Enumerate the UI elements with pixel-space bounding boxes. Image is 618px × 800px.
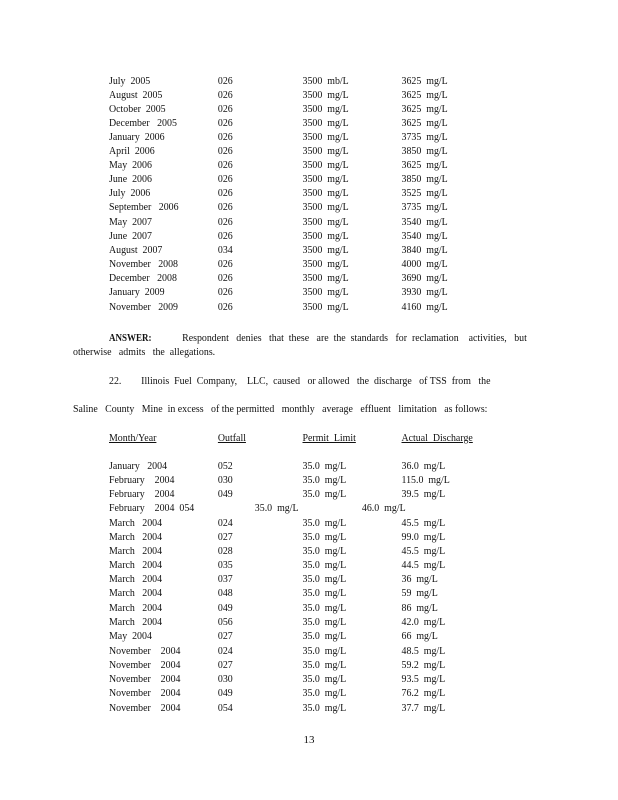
outfall-cell: 049 <box>217 602 233 614</box>
month-cell: November 2004 <box>109 673 181 685</box>
month-cell: April 2006 <box>109 145 155 157</box>
permit-limit-cell: 35.0 mg/L <box>302 673 347 685</box>
month-cell: August 2007 <box>109 244 163 256</box>
outfall-cell: 024 <box>217 517 233 529</box>
permit-limit-cell: 35.0 mg/L <box>302 517 347 529</box>
actual-discharge-cell: 3930 mg/L <box>401 286 448 298</box>
permit-limit-cell: 35.0 mg/L <box>302 460 347 472</box>
month-cell: November 2004 <box>109 687 181 699</box>
table-row <box>109 459 446 473</box>
table-row <box>109 572 438 586</box>
table-row <box>109 285 448 299</box>
permit-limit-cell: 35.0 mg/L <box>302 687 347 699</box>
permit-limit-cell: 35.0 mg/L <box>302 587 347 599</box>
actual-discharge-cell: 3840 mg/L <box>401 244 448 256</box>
outfall-cell: 026 <box>217 301 233 313</box>
month-cell: March 2004 <box>109 616 163 628</box>
permit-limit-cell: 3500 mg/L <box>302 216 349 228</box>
table-row <box>109 74 448 88</box>
header-month-year: Month/Year <box>109 432 157 444</box>
table-row <box>109 130 448 144</box>
month-cell: February 2004 <box>109 488 175 500</box>
actual-discharge-cell: 4160 mg/L <box>401 301 448 313</box>
month-cell: December 2005 <box>109 117 177 129</box>
actual-discharge-cell: 36.0 mg/L <box>401 460 446 472</box>
month-cell: January 2009 <box>109 286 165 298</box>
outfall-cell: 026 <box>217 131 233 143</box>
permit-limit-cell: 3500 mg/L <box>302 258 349 270</box>
actual-discharge-cell: 3625 mg/L <box>401 103 448 115</box>
table-row <box>109 144 448 158</box>
outfall-cell: 056 <box>217 616 233 628</box>
month-cell: May 2004 <box>109 630 152 642</box>
table-header-row <box>109 431 473 445</box>
permit-limit-cell: 3500 mg/L <box>302 187 349 199</box>
permit-limit-cell: 3500 mb/L <box>302 75 349 87</box>
permit-limit-cell: 35.0 mg/L <box>302 630 347 642</box>
header-permit-limit: Permit Limit <box>302 432 356 444</box>
permit-limit-cell: 35.0 mg/L <box>302 531 347 543</box>
month-cell: August 2005 <box>109 89 163 101</box>
table-row <box>109 558 446 572</box>
permit-limit-cell: 35.0 mg/L <box>302 645 347 657</box>
actual-discharge-cell: 3850 mg/L <box>401 145 448 157</box>
actual-discharge-cell: 37.7 mg/L <box>401 702 446 714</box>
answer-line-1 <box>109 331 527 346</box>
outfall-cell: 048 <box>217 587 233 599</box>
outfall-cell: 024 <box>217 645 233 657</box>
month-cell: December 2008 <box>109 272 177 284</box>
month-cell: May 2006 <box>109 159 152 171</box>
actual-discharge-cell: 3735 mg/L <box>401 201 448 213</box>
outfall-cell: 049 <box>217 687 233 699</box>
actual-discharge-cell: 59.2 mg/L <box>401 659 446 671</box>
month-cell: January 2004 <box>109 460 168 472</box>
table-row <box>109 686 446 700</box>
table-row <box>109 473 450 487</box>
page-number: 13 <box>303 734 315 746</box>
outfall-cell: 026 <box>217 145 233 157</box>
table-row <box>109 257 448 271</box>
table-row <box>109 300 448 314</box>
actual-discharge-cell: 3625 mg/L <box>401 89 448 101</box>
outfall-cell: 026 <box>217 159 233 171</box>
actual-discharge-cell: 3540 mg/L <box>401 230 448 242</box>
month-cell: November 2004 <box>109 645 181 657</box>
actual-discharge-cell: 45.5 mg/L <box>401 545 446 557</box>
table-row <box>109 172 448 186</box>
permit-limit-cell: 3500 mg/L <box>302 103 349 115</box>
permit-limit-cell: 3500 mg/L <box>302 117 349 129</box>
outfall-cell: 026 <box>217 201 233 213</box>
outfall-cell: 026 <box>217 258 233 270</box>
table-row <box>109 215 448 229</box>
actual-discharge-cell: 59 mg/L <box>401 587 438 599</box>
outfall-cell: 026 <box>217 272 233 284</box>
permit-limit-cell: 35.0 mg/L <box>302 545 347 557</box>
table-row <box>109 516 446 530</box>
table-row <box>109 88 448 102</box>
table-row <box>109 229 448 243</box>
actual-discharge-cell: 46.0 mg/L <box>361 502 406 514</box>
month-cell: May 2007 <box>109 216 152 228</box>
month-cell: January 2006 <box>109 131 165 143</box>
table-row-misaligned <box>109 501 406 515</box>
actual-discharge-cell: 3625 mg/L <box>401 117 448 129</box>
outfall-cell: 034 <box>217 244 233 256</box>
month-cell: July 2006 <box>109 187 151 199</box>
answer-text-1: Respondent denies that these are the standards for reclamation activities, but <box>182 332 527 344</box>
permit-limit-cell: 3500 mg/L <box>302 301 349 313</box>
outfall-cell: 026 <box>217 75 233 87</box>
table-row <box>109 530 446 544</box>
actual-discharge-cell: 48.5 mg/L <box>401 645 446 657</box>
actual-discharge-cell: 3625 mg/L <box>401 159 448 171</box>
outfall-cell: 026 <box>217 117 233 129</box>
permit-limit-cell: 35.0 mg/L <box>302 702 347 714</box>
outfall-cell: 026 <box>217 286 233 298</box>
outfall-cell: 026 <box>217 103 233 115</box>
actual-discharge-cell: 3690 mg/L <box>401 272 448 284</box>
outfall-cell: 054 <box>217 702 233 714</box>
month-cell: November 2008 <box>109 258 179 270</box>
permit-limit-cell: 3500 mg/L <box>302 89 349 101</box>
permit-limit-cell: 35.0 mg/L <box>302 602 347 614</box>
actual-discharge-cell: 44.5 mg/L <box>401 559 446 571</box>
outfall-cell: 049 <box>217 488 233 500</box>
month-cell: February 2004 <box>109 474 175 486</box>
actual-discharge-cell: 36 mg/L <box>401 573 438 585</box>
actual-discharge-cell: 99.0 mg/L <box>401 531 446 543</box>
permit-limit-cell: 3500 mg/L <box>302 244 349 256</box>
permit-limit-cell: 3500 mg/L <box>302 131 349 143</box>
actual-discharge-cell: 66 mg/L <box>401 630 438 642</box>
outfall-cell: 026 <box>217 230 233 242</box>
permit-limit-cell: 3500 mg/L <box>302 159 349 171</box>
actual-discharge-cell: 3525 mg/L <box>401 187 448 199</box>
paragraph-22-line-2: Saline County Mine in excess of the permitted monthly average effluent limitation as follows: <box>73 403 488 415</box>
outfall-cell: 027 <box>217 531 233 543</box>
month-cell: June 2006 <box>109 173 152 185</box>
month-cell: October 2005 <box>109 103 166 115</box>
actual-discharge-cell: 3540 mg/L <box>401 216 448 228</box>
actual-discharge-cell: 3735 mg/L <box>401 131 448 143</box>
table-row <box>109 487 446 501</box>
table-row <box>109 701 446 715</box>
permit-limit-cell: 35.0 mg/L <box>302 616 347 628</box>
header-actual-discharge: Actual Discharge <box>401 432 473 444</box>
outfall-cell: 030 <box>217 474 233 486</box>
table-row <box>109 615 446 629</box>
permit-limit-cell: 3500 mg/L <box>302 173 349 185</box>
paragraph-22-line-1 <box>109 374 490 388</box>
table-row <box>109 601 438 615</box>
permit-limit-cell: 35.0 mg/L <box>302 474 347 486</box>
table-row <box>109 158 448 172</box>
permit-limit-cell: 35.0 mg/L <box>302 559 347 571</box>
outfall-cell: 026 <box>217 187 233 199</box>
outfall-cell: 026 <box>217 173 233 185</box>
table-row <box>109 629 438 643</box>
outfall-cell: 035 <box>217 559 233 571</box>
table-row <box>109 186 448 200</box>
answer-label: ANSWER: <box>109 333 152 344</box>
outfall-cell: 052 <box>217 460 233 472</box>
table-row <box>109 243 448 257</box>
month-cell: November 2004 <box>109 659 181 671</box>
permit-limit-cell: 3500 mg/L <box>302 145 349 157</box>
paragraph-22-text-1: Illinois Fuel Company, LLC, caused or allowed the discharge of TSS from the <box>141 375 491 387</box>
permit-limit-cell: 35.0 mg/L <box>302 488 347 500</box>
outfall-cell: 026 <box>217 89 233 101</box>
actual-discharge-cell: 45.5 mg/L <box>401 517 446 529</box>
actual-discharge-cell: 76.2 mg/L <box>401 687 446 699</box>
table-row <box>109 200 448 214</box>
actual-discharge-cell: 3625 mg/L <box>401 75 448 87</box>
month-cell: March 2004 <box>109 573 163 585</box>
permit-limit-cell: 35.0 mg/L <box>254 502 299 514</box>
actual-discharge-cell: 4000 mg/L <box>401 258 448 270</box>
table-row <box>109 271 448 285</box>
permit-limit-cell: 3500 mg/L <box>302 201 349 213</box>
outfall-cell: 027 <box>217 630 233 642</box>
month-outfall-cell: February 2004 054 <box>109 502 195 514</box>
month-cell: March 2004 <box>109 587 163 599</box>
month-cell: November 2009 <box>109 301 179 313</box>
permit-limit-cell: 3500 mg/L <box>302 286 349 298</box>
actual-discharge-cell: 39.5 mg/L <box>401 488 446 500</box>
month-cell: September 2006 <box>109 201 179 213</box>
table-row <box>109 586 438 600</box>
month-cell: March 2004 <box>109 602 163 614</box>
table-row <box>109 116 448 130</box>
table-row <box>109 658 446 672</box>
outfall-cell: 030 <box>217 673 233 685</box>
table-row <box>109 672 446 686</box>
answer-line-2: otherwise admits the allegations. <box>73 346 216 358</box>
permit-limit-cell: 35.0 mg/L <box>302 573 347 585</box>
month-cell: November 2004 <box>109 702 181 714</box>
actual-discharge-cell: 86 mg/L <box>401 602 438 614</box>
actual-discharge-cell: 93.5 mg/L <box>401 673 446 685</box>
header-outfall: Outfall <box>217 432 246 444</box>
permit-limit-cell: 3500 mg/L <box>302 230 349 242</box>
month-cell: July 2005 <box>109 75 151 87</box>
month-cell: June 2007 <box>109 230 152 242</box>
actual-discharge-cell: 3850 mg/L <box>401 173 448 185</box>
actual-discharge-cell: 115.0 mg/L <box>401 474 450 486</box>
outfall-cell: 037 <box>217 573 233 585</box>
paragraph-number: 22. <box>109 375 122 387</box>
table-row <box>109 644 446 658</box>
permit-limit-cell: 35.0 mg/L <box>302 659 347 671</box>
permit-limit-cell: 3500 mg/L <box>302 272 349 284</box>
table-row <box>109 102 448 116</box>
month-cell: March 2004 <box>109 545 163 557</box>
outfall-cell: 027 <box>217 659 233 671</box>
month-cell: March 2004 <box>109 531 163 543</box>
outfall-cell: 026 <box>217 216 233 228</box>
table-row <box>109 544 446 558</box>
actual-discharge-cell: 42.0 mg/L <box>401 616 446 628</box>
month-cell: March 2004 <box>109 517 163 529</box>
outfall-cell: 028 <box>217 545 233 557</box>
month-cell: March 2004 <box>109 559 163 571</box>
